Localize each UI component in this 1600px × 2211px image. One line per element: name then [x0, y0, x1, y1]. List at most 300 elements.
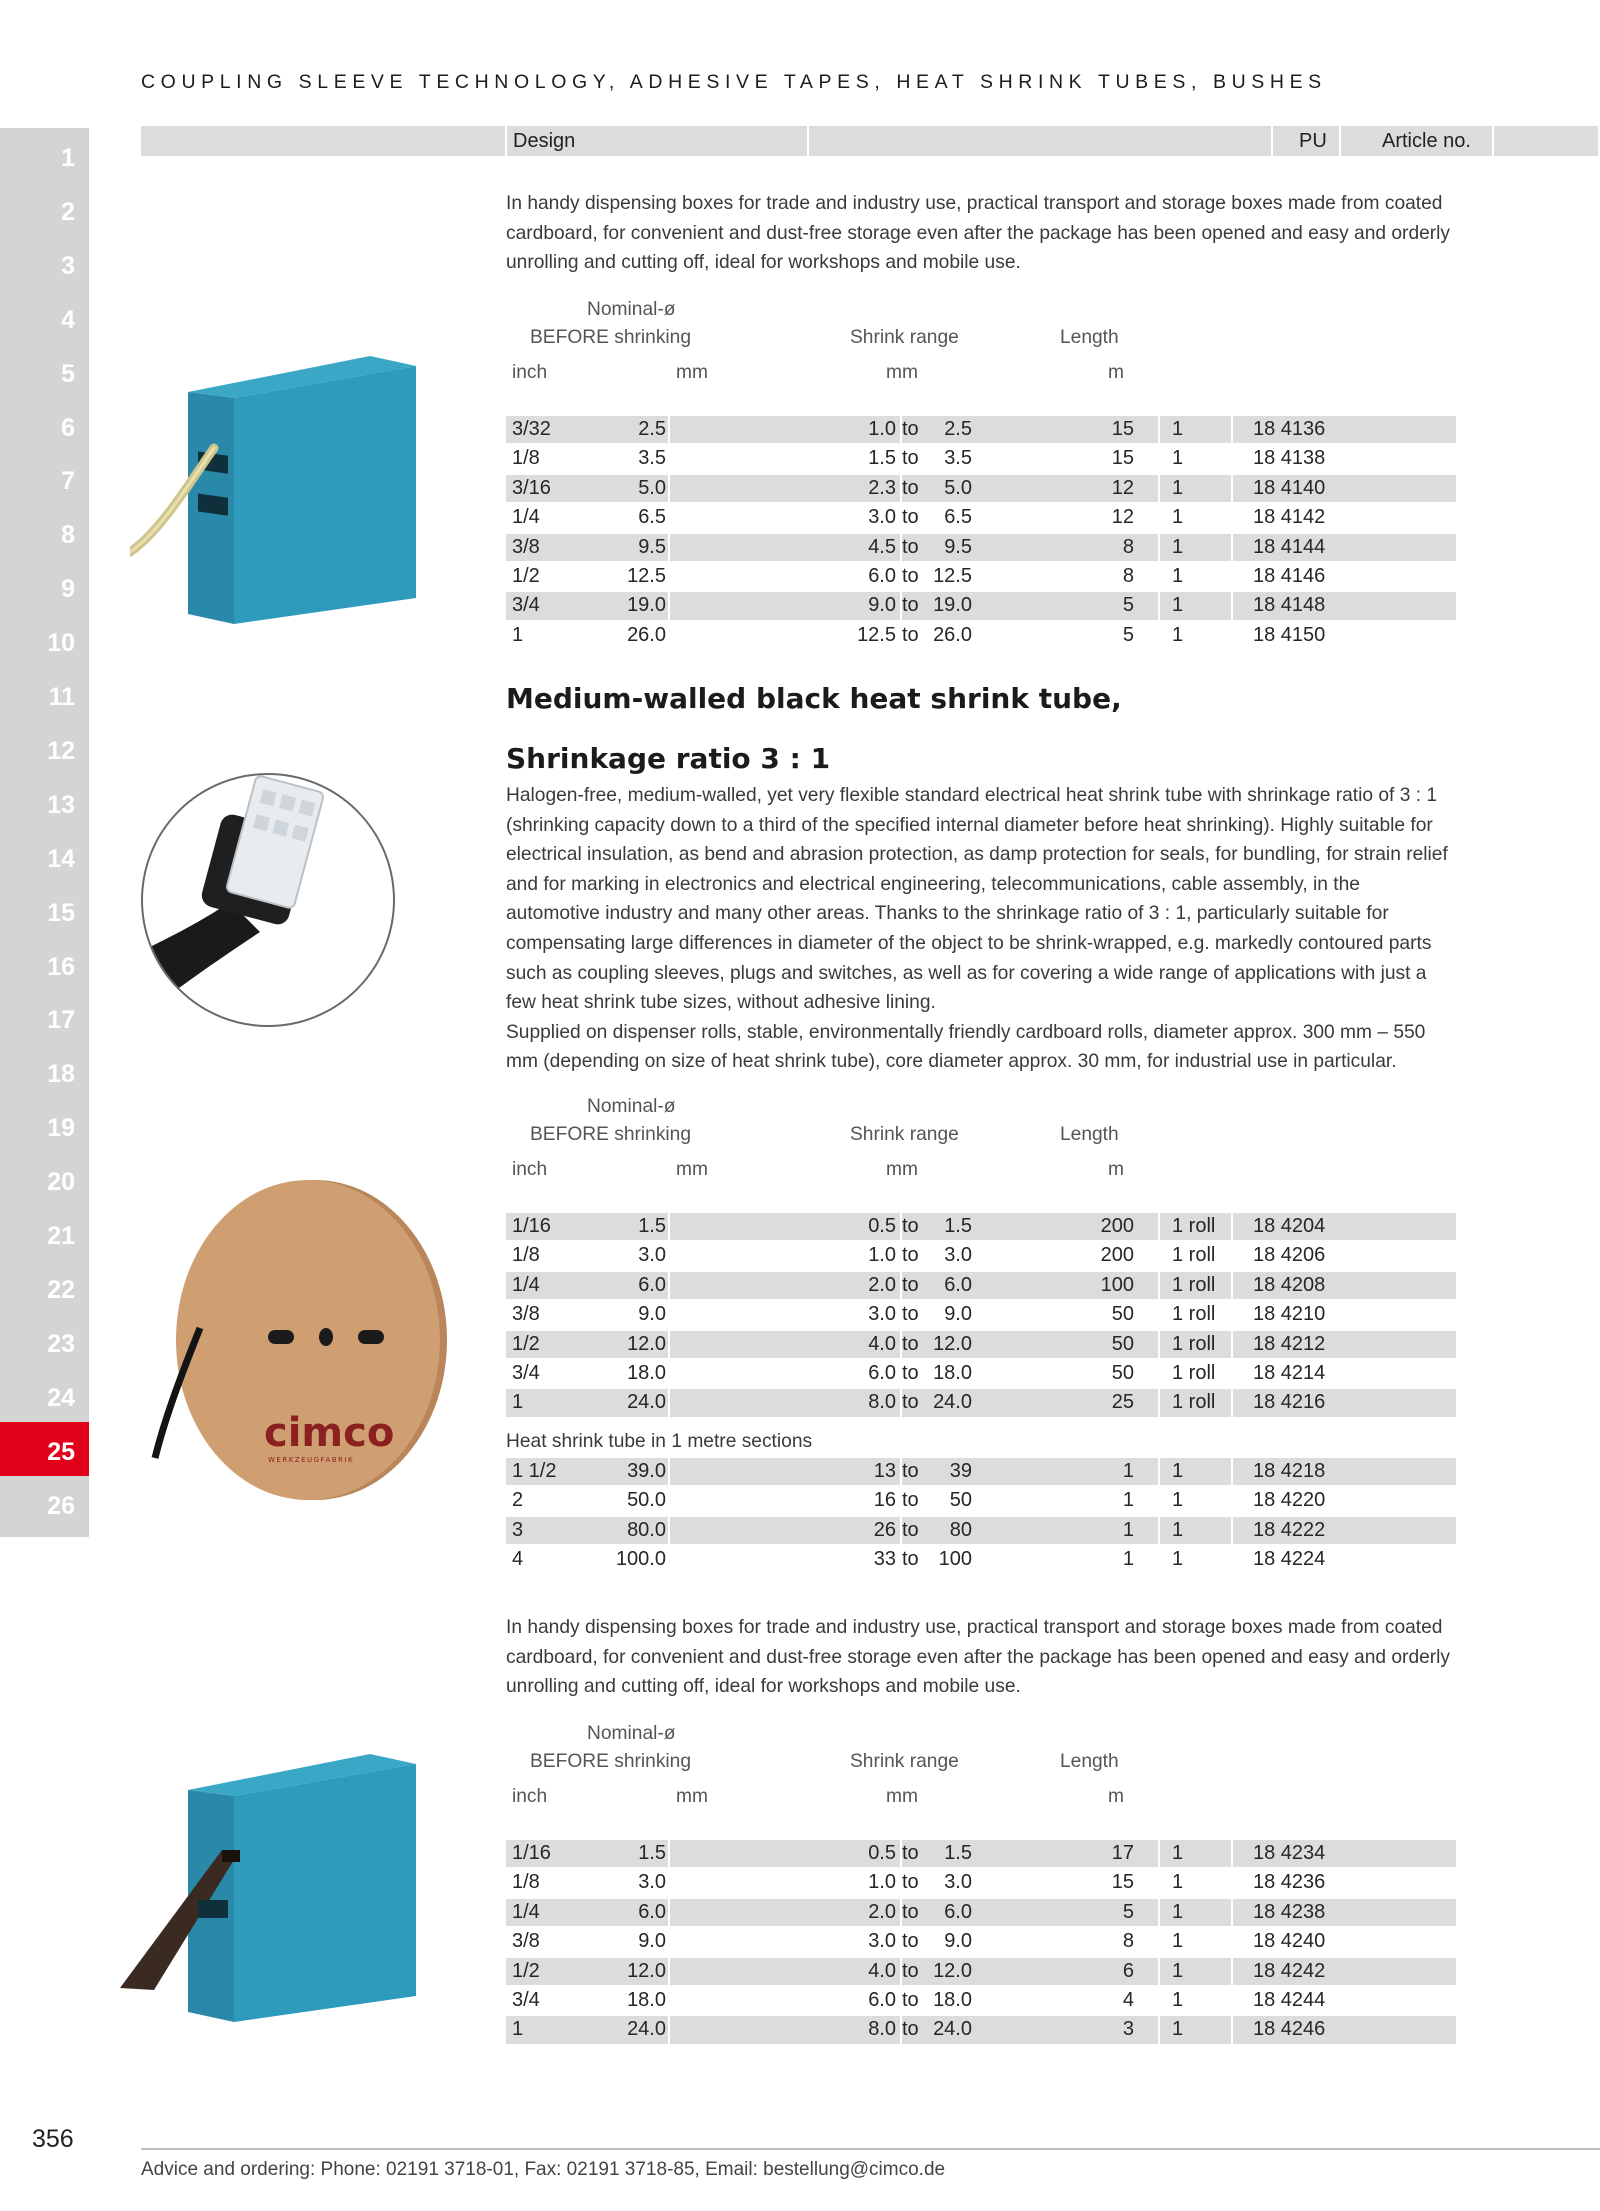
- table-row: [506, 2015, 1456, 2044]
- cell-article: 18 4242: [1253, 1959, 1326, 1982]
- cell-length: 8: [1122, 1930, 1134, 1953]
- cell-length: 5: [1122, 1900, 1134, 1923]
- row-cell-bg: [670, 475, 900, 502]
- table-row: [506, 1300, 1456, 1329]
- cell-shrink-to: 19.0: [933, 594, 972, 617]
- cell-article: 18 4210: [1253, 1303, 1326, 1326]
- table-row: [506, 1986, 1456, 2015]
- cell-article: 18 4244: [1253, 1988, 1326, 2011]
- cell-shrink-from: 2.3: [868, 476, 896, 499]
- cell-length: 100: [1100, 1273, 1134, 1296]
- cell-mm: 18.0: [627, 1988, 666, 2011]
- cell-pu: 1: [1172, 1988, 1184, 2011]
- reel-tagline-text: WERKZEUGFABRIK: [268, 1456, 355, 1464]
- section1-intro: In handy dispensing boxes for trade and industry use, practical transport and storage boxes made from coated cardboard, for convenient and dust-free storage even after the package has been opened and easy and orderly unrolling and cutting off, ideal for workshops and mobile use.: [506, 193, 1451, 274]
- cell-inch: 3/16: [512, 476, 551, 499]
- table-header-shrink: Shrink range: [850, 1124, 959, 1145]
- cell-shrink-from: 6.0: [868, 564, 896, 587]
- chapter-tab-8[interactable]: 8: [0, 505, 89, 566]
- chapter-tab-2[interactable]: 2: [0, 182, 89, 243]
- row-cell-bg: [670, 563, 900, 590]
- row-cell-bg: [670, 1987, 900, 2014]
- section2-description: [506, 781, 1456, 1077]
- cell-article: 18 4148: [1253, 594, 1326, 617]
- cell-article: 18 4204: [1253, 1215, 1326, 1237]
- chapter-tab-24[interactable]: 24: [0, 1368, 89, 1429]
- cell-pu: 1: [1172, 564, 1184, 587]
- chapter-tab-11[interactable]: 11: [0, 667, 89, 728]
- table-header-nominal: Nominal-ø: [587, 1723, 676, 1744]
- chapter-tab-18[interactable]: 18: [0, 1044, 89, 1105]
- cell-shrink-from: 1.0: [868, 418, 896, 440]
- table-header: [506, 1094, 1456, 1212]
- row-cell-bg: [670, 1331, 900, 1358]
- cell-length: 8: [1122, 564, 1134, 587]
- row-cell-bg: [670, 1517, 900, 1544]
- cell-mm: 18.0: [627, 1361, 666, 1384]
- chapter-tab-26[interactable]: 26: [0, 1476, 89, 1537]
- cell-mm: 6.5: [638, 506, 666, 529]
- cell-inch: 3/8: [512, 1930, 540, 1953]
- cell-shrink-to-label: to: [902, 623, 919, 646]
- row-cell-bg: [1160, 475, 1231, 502]
- cell-shrink-to-label: to: [902, 1959, 919, 1982]
- row-cell-bg: [902, 1458, 1158, 1485]
- table-header-m: m: [1108, 1159, 1124, 1180]
- cell-shrink-to-label: to: [902, 594, 919, 617]
- cell-article: 18 4146: [1253, 564, 1326, 587]
- table-header-mm2: mm: [886, 1786, 918, 1807]
- row-cell-bg: [902, 1517, 1158, 1544]
- cell-shrink-to: 12.5: [933, 564, 972, 587]
- cell-article: 18 4224: [1253, 1548, 1326, 1571]
- header-design-label: Design: [513, 130, 576, 152]
- cell-mm: 6.0: [638, 1273, 666, 1296]
- chapter-tab-22[interactable]: 22: [0, 1260, 89, 1321]
- cell-mm: 1.5: [638, 1215, 666, 1237]
- cell-mm: 5.0: [638, 476, 666, 499]
- header-image-column: [141, 126, 505, 156]
- cell-shrink-to: 50: [949, 1489, 972, 1512]
- cell-pu: 1: [1172, 447, 1184, 470]
- table-header-before: BEFORE shrinking: [530, 1751, 692, 1772]
- cell-pu: 1: [1172, 1959, 1184, 1982]
- cell-inch: 1/2: [512, 1959, 540, 1982]
- row-cell-bg: [670, 534, 900, 561]
- dispensing-box-image: [130, 352, 420, 628]
- table-row: [506, 1868, 1456, 1897]
- cell-shrink-from: 6.0: [868, 1361, 896, 1384]
- cell-mm: 3.5: [638, 447, 666, 470]
- chapter-tab-12[interactable]: 12: [0, 721, 89, 782]
- cell-article: 18 4234: [1253, 1842, 1326, 1864]
- row-cell-bg: [1160, 1869, 1231, 1896]
- cell-shrink-from: 4.0: [868, 1959, 896, 1982]
- cell-length: 15: [1111, 418, 1134, 440]
- chapter-tab-14[interactable]: 14: [0, 829, 89, 890]
- cell-shrink-to: 1.5: [944, 1215, 972, 1237]
- row-cell-bg: [1160, 563, 1231, 590]
- table-header-before: BEFORE shrinking: [530, 1124, 692, 1145]
- table-header-inch: inch: [512, 362, 548, 383]
- chapter-tab-3[interactable]: 3: [0, 236, 89, 297]
- cell-inch: 3/4: [512, 594, 540, 617]
- cell-shrink-from: 4.0: [868, 1332, 896, 1355]
- cell-article: 18 4136: [1253, 418, 1326, 440]
- cell-inch: 3/8: [512, 535, 540, 558]
- cell-shrink-to: 18.0: [933, 1988, 972, 2011]
- table-row: [506, 1330, 1456, 1359]
- cell-length: 4: [1122, 1988, 1134, 2011]
- cell-pu: 1: [1172, 1460, 1184, 1482]
- cell-shrink-to: 5.0: [944, 476, 972, 499]
- cell-inch: 1/2: [512, 1332, 540, 1355]
- table-row: [506, 1388, 1456, 1417]
- cell-shrink-to-label: to: [902, 1930, 919, 1953]
- row-cell-bg: [1160, 2016, 1231, 2043]
- row-cell-bg: [1160, 1958, 1231, 1985]
- row-cell-bg: [670, 504, 900, 531]
- cell-mm: 100.0: [615, 1548, 666, 1571]
- row-cell-bg: [670, 1301, 900, 1328]
- table-row: [506, 1927, 1456, 1956]
- table-row: [506, 533, 1456, 562]
- row-cell-bg: [1160, 1928, 1231, 1955]
- cell-shrink-from: 8.0: [868, 1391, 896, 1414]
- cell-shrink-from: 33: [873, 1548, 896, 1571]
- cell-mm: 19.0: [627, 594, 666, 617]
- cell-shrink-to: 24.0: [933, 2018, 972, 2041]
- section2-metre-table: [506, 1457, 1456, 1575]
- cell-inch: 1 1/2: [512, 1460, 557, 1482]
- table-row: [506, 1957, 1456, 1986]
- row-cell-bg: [670, 1840, 900, 1867]
- cell-inch: 1/2: [512, 564, 540, 587]
- cell-shrink-from: 1.5: [868, 447, 896, 470]
- cell-pu: 1: [1172, 623, 1184, 646]
- cell-mm: 3.0: [638, 1244, 666, 1267]
- cell-shrink-to-label: to: [902, 506, 919, 529]
- table-row: [506, 562, 1456, 591]
- cell-length: 50: [1111, 1361, 1134, 1384]
- table-header-mm: mm: [676, 362, 708, 383]
- cell-shrink-from: 12.5: [857, 623, 896, 646]
- header-article: [1341, 126, 1492, 156]
- cell-shrink-to: 12.0: [933, 1332, 972, 1355]
- reel-logo-text: cimco: [264, 1410, 395, 1456]
- cell-article: 18 4142: [1253, 506, 1326, 529]
- chapter-tab-9[interactable]: 9: [0, 559, 89, 620]
- cell-pu: 1 roll: [1172, 1244, 1216, 1267]
- cell-inch: 3/4: [512, 1361, 540, 1384]
- cell-mm: 6.0: [638, 1900, 666, 1923]
- cell-length: 1: [1122, 1548, 1134, 1571]
- table-header-mm2: mm: [886, 1159, 918, 1180]
- cell-length: 25: [1111, 1391, 1134, 1414]
- chapter-tab-20[interactable]: 20: [0, 1152, 89, 1213]
- cell-shrink-to-label: to: [902, 447, 919, 470]
- cell-shrink-to-label: to: [902, 1871, 919, 1894]
- cell-article: 18 4144: [1253, 535, 1326, 558]
- row-cell-bg: [902, 1899, 1158, 1926]
- cell-article: 18 4150: [1253, 623, 1326, 646]
- cell-pu: 1 roll: [1172, 1391, 1216, 1414]
- column-header-bar: [141, 126, 1471, 156]
- chapter-tab-23[interactable]: 23: [0, 1314, 89, 1375]
- cell-mm: 3.0: [638, 1871, 666, 1894]
- chapter-tab-10[interactable]: 10: [0, 613, 89, 674]
- row-cell-bg: [670, 1487, 900, 1514]
- header-pu-label: PU: [1299, 130, 1327, 152]
- row-cell-bg: [1160, 534, 1231, 561]
- row-cell-bg: [1160, 1840, 1231, 1867]
- cell-mm: 9.0: [638, 1303, 666, 1326]
- table-header-inch: inch: [512, 1159, 548, 1180]
- cell-length: 200: [1100, 1215, 1134, 1237]
- cell-article: 18 4246: [1253, 2018, 1326, 2041]
- chapter-tab-21[interactable]: 21: [0, 1206, 89, 1267]
- table-row: [506, 621, 1456, 650]
- row-cell-bg: [670, 1928, 900, 1955]
- table-header-inch: inch: [512, 1786, 548, 1807]
- cell-shrink-to: 9.0: [944, 1930, 972, 1953]
- cell-shrink-from: 1.0: [868, 1244, 896, 1267]
- table-header-length: Length: [1060, 1124, 1119, 1145]
- header-article-label: Article no.: [1382, 130, 1471, 152]
- cell-mm: 2.5: [638, 418, 666, 440]
- cell-shrink-to: 100: [938, 1548, 972, 1571]
- header-blank: [809, 126, 1271, 156]
- cell-inch: 1/8: [512, 1871, 540, 1894]
- cell-inch: 1: [512, 2018, 524, 2041]
- table-header-nominal: Nominal-ø: [587, 299, 676, 320]
- row-cell-bg: [1160, 1517, 1231, 1544]
- cell-pu: 1 roll: [1172, 1215, 1216, 1237]
- cell-shrink-to-label: to: [902, 1518, 919, 1541]
- cell-shrink-to: 3.0: [944, 1871, 972, 1894]
- row-cell-bg: [1160, 504, 1231, 531]
- table-header-mm: mm: [676, 1786, 708, 1807]
- cell-shrink-from: 3.0: [868, 506, 896, 529]
- cell-pu: 1: [1172, 594, 1184, 617]
- cell-shrink-to: 12.0: [933, 1959, 972, 1982]
- table-row: [506, 1898, 1456, 1927]
- cell-pu: 1: [1172, 2018, 1184, 2041]
- row-cell-bg: [670, 1869, 900, 1896]
- cell-inch: 1: [512, 1391, 524, 1414]
- cell-shrink-to: 18.0: [933, 1361, 972, 1384]
- cell-shrink-from: 13: [873, 1460, 896, 1482]
- cell-mm: 24.0: [627, 2018, 666, 2041]
- cell-inch: 1/4: [512, 1900, 540, 1923]
- cell-article: 18 4140: [1253, 476, 1326, 499]
- row-cell-bg: [670, 1272, 900, 1299]
- cell-article: 18 4218: [1253, 1460, 1326, 1482]
- table-row: [506, 591, 1456, 620]
- cell-mm: 9.0: [638, 1930, 666, 1953]
- row-cell-bg: [670, 1458, 900, 1485]
- footer-contact: Advice and ordering: Phone: 02191 3718-01, Fax: 02191 3718-85, Email: bestellung@cimco.de: [141, 2159, 946, 2180]
- row-cell-bg: [670, 1360, 900, 1387]
- table-header-m: m: [1108, 1786, 1124, 1807]
- cell-inch: 4: [512, 1548, 524, 1571]
- cell-mm: 12.0: [627, 1959, 666, 1982]
- cell-article: 18 4240: [1253, 1930, 1326, 1953]
- cell-length: 1: [1122, 1518, 1134, 1541]
- cell-article: 18 4208: [1253, 1273, 1326, 1296]
- cell-inch: 1/16: [512, 1842, 551, 1864]
- cell-shrink-to-label: to: [902, 1900, 919, 1923]
- table-header-m: m: [1108, 362, 1124, 383]
- section2-title-line2: Shrinkage ratio 3 : 1: [506, 742, 831, 775]
- cell-article: 18 4222: [1253, 1518, 1326, 1541]
- cell-pu: 1: [1172, 418, 1184, 440]
- row-cell-bg: [1160, 1458, 1231, 1485]
- cell-shrink-to: 80: [949, 1518, 972, 1541]
- cell-shrink-to-label: to: [902, 1273, 919, 1296]
- cell-pu: 1: [1172, 1518, 1184, 1541]
- cell-inch: 2: [512, 1489, 524, 1512]
- row-cell-bg: [1160, 622, 1231, 649]
- section2-supply-text: Supplied on dispenser rolls, stable, environmentally friendly cardboard rolls, diameter approx. 300 mm – 550 mm (depending on size of heat shrink tube), core diameter approx. 30 mm, for industrial use in particular.: [506, 1021, 1426, 1073]
- section2-table: [506, 1094, 1456, 1418]
- cell-length: 3: [1122, 2018, 1134, 2041]
- cell-article: 18 4214: [1253, 1361, 1326, 1384]
- cell-mm: 12.5: [627, 564, 666, 587]
- row-cell-bg: [902, 1487, 1158, 1514]
- cell-shrink-from: 6.0: [868, 1988, 896, 2011]
- cell-mm: 12.0: [627, 1332, 666, 1355]
- table-row: [506, 1271, 1456, 1300]
- cell-shrink-from: 3.0: [868, 1930, 896, 1953]
- cell-shrink-to-label: to: [902, 1391, 919, 1414]
- cell-shrink-to-label: to: [902, 2018, 919, 2041]
- section2-description-text: Halogen-free, medium-walled, yet very flexible standard electrical heat shrink tube with shrinkage ratio of 3 : 1 (shrinking capacity down to a third of the specified internal diameter before heat shrinking). Highly suitable for electrical insulation, as bend and abrasion protection, as damp protection for seals, for bundling, for strain relief and for marking in electronics and electrical engineering, telecommunications, cable assembly, in the automotive industry and many other areas. Thanks to the shrinkage ratio of 3 : 1, particularly suitable for compensating large differences in diameter of the object to be shrink-wrapped, e.g. markedly contoured parts such as coupling sleeves, plugs and switches, as well as for covering a wide range of applications with just a few heat shrink tube sizes, without adhesive lining.: [506, 785, 1448, 1014]
- chapter-tab-19[interactable]: 19: [0, 1098, 89, 1159]
- cell-shrink-to: 6.0: [944, 1900, 972, 1923]
- cell-shrink-from: 1.0: [868, 1871, 896, 1894]
- cell-shrink-to: 9.5: [944, 535, 972, 558]
- section2-title-line1: Medium-walled black heat shrink tube,: [506, 682, 1122, 715]
- cell-pu: 1 roll: [1172, 1332, 1216, 1355]
- cell-inch: 1/4: [512, 1273, 540, 1296]
- cell-mm: 80.0: [627, 1518, 666, 1541]
- chapter-tab-6[interactable]: 6: [0, 398, 89, 459]
- row-cell-bg: [670, 1546, 900, 1573]
- cell-shrink-from: 26: [873, 1518, 896, 1541]
- cell-length: 200: [1100, 1244, 1134, 1267]
- cell-article: 18 4216: [1253, 1391, 1326, 1414]
- cell-shrink-to-label: to: [902, 1215, 919, 1237]
- cell-shrink-from: 0.5: [868, 1215, 896, 1237]
- cell-article: 18 4238: [1253, 1900, 1326, 1923]
- chapter-tab-13[interactable]: 13: [0, 775, 89, 836]
- cell-pu: 1: [1172, 1900, 1184, 1923]
- table-header-mm: mm: [676, 1159, 708, 1180]
- chapter-tab-17[interactable]: 17: [0, 990, 89, 1051]
- cell-shrink-from: 2.0: [868, 1900, 896, 1923]
- cell-inch: 1/16: [512, 1215, 551, 1237]
- cell-pu: 1: [1172, 1871, 1184, 1894]
- cell-shrink-to: 39: [949, 1460, 972, 1482]
- chapter-tab-15[interactable]: 15: [0, 883, 89, 944]
- chapter-tab-4[interactable]: 4: [0, 290, 89, 351]
- table-header: [506, 297, 1456, 415]
- cell-length: 15: [1111, 447, 1134, 470]
- metre-sections-label: Heat shrink tube in 1 metre sections: [506, 1431, 813, 1452]
- cell-pu: 1: [1172, 1930, 1184, 1953]
- cell-shrink-from: 8.0: [868, 2018, 896, 2041]
- cell-length: 12: [1111, 476, 1134, 499]
- cell-shrink-to-label: to: [902, 418, 919, 440]
- cell-shrink-to: 2.5: [944, 418, 972, 440]
- cell-pu: 1: [1172, 506, 1184, 529]
- cell-shrink-to-label: to: [902, 564, 919, 587]
- table-header: [506, 1721, 1456, 1839]
- cell-article: 18 4220: [1253, 1489, 1326, 1512]
- row-cell-bg: [1160, 1487, 1231, 1514]
- row-cell-bg: [1160, 1899, 1231, 1926]
- cell-length: 5: [1122, 623, 1134, 646]
- section3-intro: In handy dispensing boxes for trade and industry use, practical transport and storage boxes made from coated cardboard, for convenient and dust-free storage even after the package has been opened and easy and orderly unrolling and cutting off, ideal for workshops and mobile use.: [506, 1617, 1451, 1698]
- cell-pu: 1: [1172, 535, 1184, 558]
- cell-inch: 1/8: [512, 447, 540, 470]
- table-header-shrink: Shrink range: [850, 1751, 959, 1772]
- cell-shrink-to-label: to: [902, 1361, 919, 1384]
- chapter-tab-16[interactable]: 16: [0, 937, 89, 998]
- row-cell-bg: [1160, 1987, 1231, 2014]
- chapter-tab-5[interactable]: 5: [0, 344, 89, 405]
- cell-shrink-to-label: to: [902, 1489, 919, 1512]
- cell-length: 12: [1111, 506, 1134, 529]
- row-cell-bg: [670, 1899, 900, 1926]
- chapter-tab-25[interactable]: 25: [0, 1422, 89, 1483]
- cell-shrink-to: 9.0: [944, 1303, 972, 1326]
- cell-pu: 1 roll: [1172, 1361, 1216, 1384]
- cell-inch: 3/4: [512, 1988, 540, 2011]
- cell-shrink-to: 1.5: [944, 1842, 972, 1864]
- table-row: [506, 444, 1456, 473]
- chapter-tab-7[interactable]: 7: [0, 451, 89, 512]
- table-row: [506, 474, 1456, 503]
- row-cell-bg: [1160, 1546, 1231, 1573]
- cell-mm: 50.0: [627, 1489, 666, 1512]
- cell-shrink-to-label: to: [902, 476, 919, 499]
- cell-shrink-to: 6.0: [944, 1273, 972, 1296]
- cell-length: 50: [1111, 1332, 1134, 1355]
- header-design: [507, 126, 807, 156]
- cell-inch: 1/4: [512, 506, 540, 529]
- row-cell-bg: [1160, 416, 1231, 443]
- cell-inch: 3/32: [512, 418, 551, 440]
- cell-shrink-to: 26.0: [933, 623, 972, 646]
- table-row: [506, 1516, 1456, 1545]
- cell-shrink-from: 16: [873, 1489, 896, 1512]
- cell-inch: 1/8: [512, 1244, 540, 1267]
- cardboard-reel-image: [140, 1178, 452, 1502]
- row-cell-bg: [670, 1213, 900, 1240]
- chapter-tab-1[interactable]: 1: [0, 128, 89, 189]
- cell-length: 8: [1122, 535, 1134, 558]
- row-cell-bg: [670, 416, 900, 443]
- dispensing-box-black-tube-image: [114, 1750, 420, 2026]
- cell-mm: 24.0: [627, 1391, 666, 1414]
- cell-shrink-to: 6.5: [944, 506, 972, 529]
- cell-pu: 1: [1172, 1842, 1184, 1864]
- row-cell-bg: [1160, 592, 1231, 619]
- section3-table: [506, 1721, 1456, 2045]
- cell-shrink-to-label: to: [902, 535, 919, 558]
